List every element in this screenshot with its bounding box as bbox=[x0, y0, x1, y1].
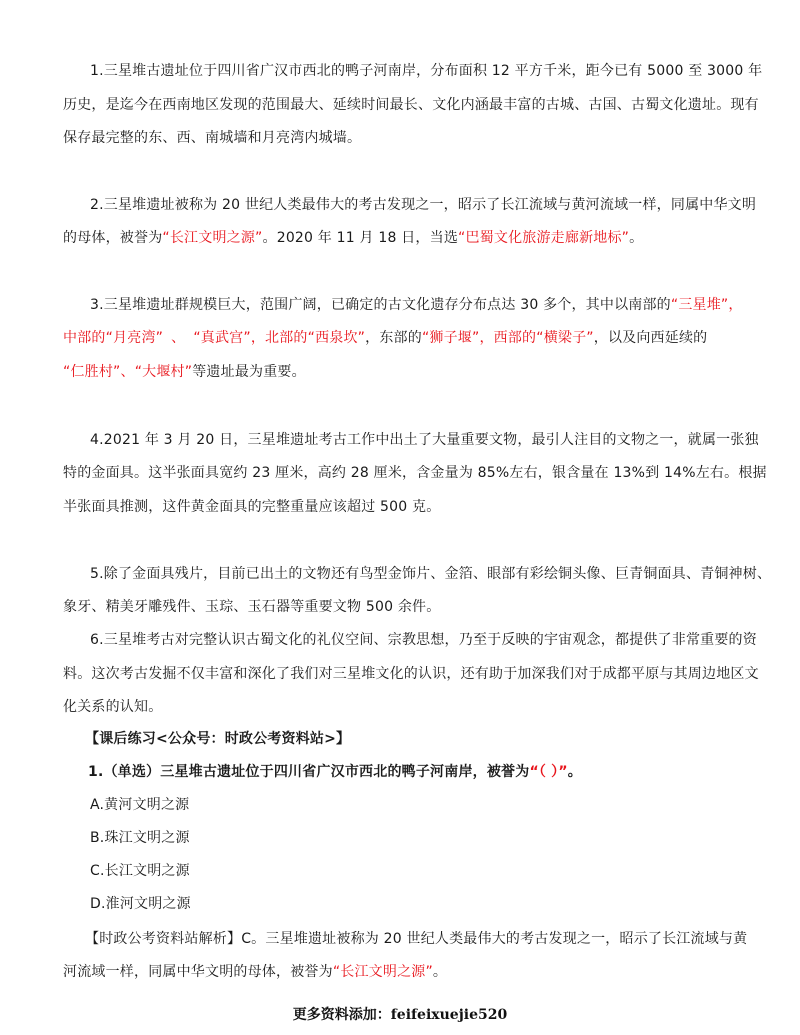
exercise-question bbox=[88, 762, 582, 782]
answer-line-2 bbox=[63, 962, 447, 982]
highlight-landmark: “巴蜀文化旅游走廊新地标” bbox=[458, 230, 630, 246]
paragraph-6-line-3: 化关系的认知。 bbox=[63, 699, 163, 715]
paragraph-3-line-2 bbox=[63, 328, 707, 348]
highlight-renshengcun-dayancun: “仁胜村”、“大堰村” bbox=[63, 364, 193, 380]
text-segment: 的母体，被誉为 bbox=[63, 230, 163, 246]
text-segment: 。2020 年 11 月 18 日，当选 bbox=[262, 230, 459, 246]
answer-end: 。 bbox=[432, 964, 448, 980]
highlight-sanxingdui: “三星堆”， bbox=[670, 297, 743, 313]
answer-text: 河流域一样，同属中华文明的母体，被誉为 bbox=[63, 964, 333, 980]
highlight-yangtze-origin: “长江文明之源” bbox=[162, 230, 263, 246]
text-segment: 。 bbox=[629, 230, 644, 246]
exercise-heading: 【课后练习<公众号：时政公考资料站>】 bbox=[85, 731, 351, 747]
paragraph-4-line-3: 半张面具推测，这件黄金面具的完整重量应该超过 500 克。 bbox=[63, 499, 441, 515]
text-segment: ，东部的 bbox=[365, 330, 422, 346]
paragraph-3-line-3 bbox=[63, 362, 306, 382]
question-text: 1.（单选）三星堆古遗址位于四川省广汉市西北的鸭子河南岸，被誉为 bbox=[88, 764, 530, 780]
question-end: 。 bbox=[567, 764, 582, 780]
paragraph-6-line-1: 6.三星堆考古对完整认识古蜀文化的礼仪空间、宗教思想，乃至于反映的宇宙观念，都提供了非常重要的资 bbox=[90, 632, 757, 648]
paragraph-4-line-1: 4.2021 年 3 月 20 日，三星堆遗址考古工作中出土了大量重要文物，最引人注目的文物之一，就属一张独 bbox=[90, 432, 759, 448]
paragraph-4-line-2: 特的金面具。这半张面具宽约 23 厘米，高约 28 厘米，含金量为 85%左右，银含量在 13%到 14%左右。根据 bbox=[63, 465, 767, 481]
option-d: D.淮河文明之源 bbox=[90, 896, 191, 912]
highlight-shiziyan-hengliangzi: “狮子堰”，西部的“横梁子” bbox=[421, 330, 594, 346]
question-blank: “（ ）” bbox=[529, 764, 568, 780]
highlight-yueliangwan: 中部的“月亮湾” bbox=[63, 330, 164, 346]
text-segment: ，以及向西延续的 bbox=[593, 330, 708, 346]
text-segment: 等遗址最为重要。 bbox=[192, 364, 306, 380]
option-a: A.黄河文明之源 bbox=[90, 797, 190, 813]
text-segment: 、 bbox=[171, 330, 186, 346]
option-b: B.珠江文明之源 bbox=[90, 830, 190, 846]
paragraph-6-line-2: 料。这次考古发掘不仅丰富和深化了我们对三星堆文化的认识，还有助于加深我们对于成都平原与其周边地区文 bbox=[63, 666, 759, 682]
paragraph-1-line-2: 历史，是迄今在西南地区发现的范围最大、延续时间最长、文化内涵最丰富的古城、古国、古蜀文化遗址。现有 bbox=[63, 97, 759, 113]
answer-line-1: 【时政公考资料站解析】C。三星堆遗址被称为 20 世纪人类最伟大的考古发现之一，昭示了长江流域与黄 bbox=[85, 931, 748, 947]
footer-contact: 更多资料添加：feifeixuejie520 bbox=[292, 1007, 508, 1023]
paragraph-5-line-1: 5.除了金面具残片，目前已出土的文物还有鸟型金饰片、金箔、眼部有彩绘铜头像、巨青铜面具、青铜神树、 bbox=[90, 566, 772, 582]
option-c: C.长江文明之源 bbox=[90, 863, 190, 879]
highlight-zhenwugong-xiquankan: “真武宫”，北部的“西泉坎” bbox=[193, 330, 366, 346]
text-segment: 3.三星堆遗址群规模巨大，范围广阔，已确定的古文化遗存分布点达 30 多个，其中以南部的 bbox=[90, 297, 671, 313]
paragraph-5-line-2: 象牙、精美牙雕残件、玉琮、玉石器等重要文物 500 余件。 bbox=[63, 599, 441, 615]
paragraph-2-line-1: 2.三星堆遗址被称为 20 世纪人类最伟大的考古发现之一，昭示了长江流域与黄河流域一样，同属中华文明 bbox=[90, 197, 757, 213]
paragraph-3-line-1 bbox=[90, 295, 743, 315]
answer-highlight: “长江文明之源” bbox=[332, 964, 433, 980]
paragraph-1-line-1: 1.三星堆古遗址位于四川省广汉市西北的鸭子河南岸，分布面积 12 平方千米，距今已有 5000 至 3000 年 bbox=[90, 63, 763, 79]
paragraph-2-line-2 bbox=[63, 228, 643, 248]
paragraph-1-line-3: 保存最完整的东、西、南城墙和月亮湾内城墙。 bbox=[63, 130, 362, 146]
